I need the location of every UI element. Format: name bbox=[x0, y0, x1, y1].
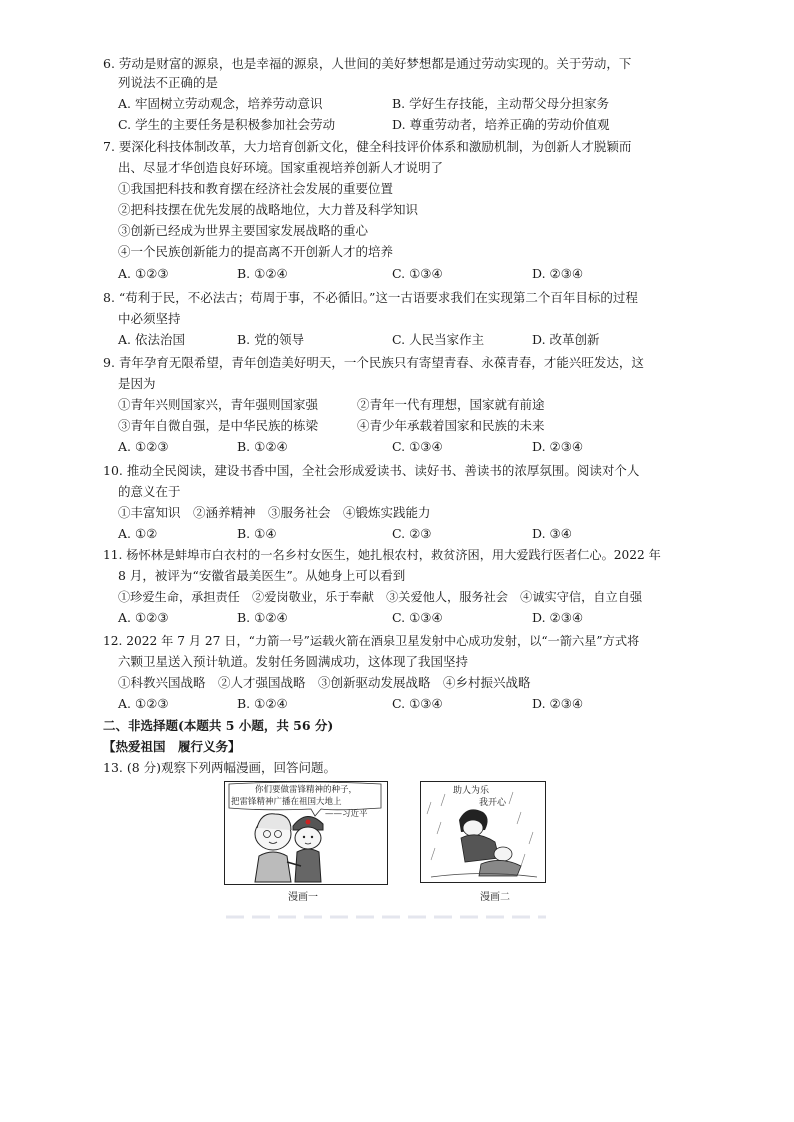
q12-option-b: B. ①②④ bbox=[237, 696, 288, 711]
q11-option-a: A. ①②③ bbox=[118, 610, 169, 625]
helper-figure bbox=[459, 809, 499, 862]
q8-option-a: A. 依法治国 bbox=[118, 332, 185, 347]
q7-statement-2: ②把科技摆在优先发展的战略地位，大力普及科学知识 bbox=[118, 202, 419, 217]
q6-stem-line2: 列说法不正确的是 bbox=[118, 75, 219, 90]
cartoon-1 bbox=[224, 781, 388, 885]
cartoon-1-bubble-line1: 你们要做雷锋精神的种子， bbox=[255, 785, 358, 795]
q8-stem-line1: 8. “苟利于民，不必法古；苟周于事，不必循旧。”这一古语要求我们在实现第二个百年目标的过程 bbox=[103, 290, 638, 305]
q8-option-b: B. 党的领导 bbox=[237, 332, 305, 347]
q9-statement-1: ①青年兴则国家兴，青年强则国家强 bbox=[118, 397, 319, 412]
q12-option-d: D. ②③④ bbox=[532, 696, 584, 711]
q13-stem: 13. (8 分)观察下列两幅漫画，回答问题。 bbox=[103, 760, 337, 775]
q7-option-a: A. ①②③ bbox=[118, 266, 169, 281]
q12-option-a: A. ①②③ bbox=[118, 696, 169, 711]
q6-option-c: C. 学生的主要任务是积极参加社会劳动 bbox=[118, 117, 336, 132]
cartoon-2-bubble-line1: 助人为乐 bbox=[453, 786, 490, 796]
q7-statement-4: ④一个民族创新能力的提高离不开创新人才的培养 bbox=[118, 244, 394, 259]
q12-option-c: C. ①③④ bbox=[392, 696, 443, 711]
q9-statement-3: ③青年自微自强，是中华民族的栋梁 bbox=[118, 418, 319, 433]
cartoon-2-illustration bbox=[421, 782, 545, 882]
q9-option-a: A. ①②③ bbox=[118, 439, 169, 454]
q10-option-b: B. ①④ bbox=[237, 526, 277, 541]
q9-option-b: B. ①②④ bbox=[237, 439, 288, 454]
q7-statement-3: ③创新已经成为世界主要国家发展战略的重心 bbox=[118, 223, 369, 238]
q10-items: ①丰富知识 ②涵养精神 ③服务社会 ④锻炼实践能力 bbox=[118, 505, 431, 520]
q9-statement-2: ②青年一代有理想，国家就有前途 bbox=[357, 397, 545, 412]
q11-stem-line1: 11. 杨怀林是蚌埠市白衣村的一名乡村女医生，她扎根农村，救贫济困，用大爱践行医者仁心。2022 年 bbox=[103, 548, 661, 562]
q7-stem-line2: 出、尽显才华创造良好环境。国家重视培养创新人才说明了 bbox=[118, 160, 444, 175]
q9-option-c: C. ①③④ bbox=[392, 439, 443, 454]
q6-option-b: B. 学好生存技能，主动帮父母分担家务 bbox=[392, 96, 610, 111]
q10-option-c: C. ②③ bbox=[392, 526, 432, 541]
q6-option-d: D. 尊重劳动者，培养正确的劳动价值观 bbox=[392, 117, 610, 132]
q8-option-d: D. 改革创新 bbox=[532, 332, 600, 347]
q12-items: ①科教兴国战略 ②人才强国战略 ③创新驱动发展战略 ④乡村振兴战略 bbox=[118, 675, 531, 690]
q8-stem-line2: 中必须坚持 bbox=[118, 311, 181, 326]
q6-stem-line1: 6. 劳动是财富的源泉，也是幸福的源泉，人世间的美好梦想都是通过劳动实现的。关于劳动，下 bbox=[103, 56, 632, 71]
cartoon-2 bbox=[420, 781, 546, 883]
cartoon-1-caption: 漫画一 bbox=[288, 892, 318, 903]
q7-option-d: D. ②③④ bbox=[532, 266, 584, 281]
q11-option-d: D. ②③④ bbox=[532, 610, 584, 625]
q11-option-b: B. ①②④ bbox=[237, 610, 288, 625]
q11-items: ①珍爱生命，承担责任 ②爱岗敬业，乐于奉献 ③关爱他人，服务社会 ④诚实守信，自立自强 bbox=[118, 590, 643, 604]
section-2-theme: 【热爱祖国 履行义务】 bbox=[103, 739, 241, 754]
cartoon-2-caption: 漫画二 bbox=[480, 892, 510, 903]
q11-option-c: C. ①③④ bbox=[392, 610, 443, 625]
q7-option-c: C. ①③④ bbox=[392, 266, 443, 281]
faint-scan-artifact bbox=[226, 912, 546, 922]
q11-stem-line2: 8 月，被评为“安徽省最美医生”。从她身上可以看到 bbox=[118, 568, 406, 583]
q10-option-d: D. ③④ bbox=[532, 526, 572, 541]
q9-stem-line1: 9. 青年孕育无限希望，青年创造美好明天，一个民族只有寄望青春、永葆青春，才能兴旺发达，这 bbox=[103, 355, 644, 370]
cartoon-2-bubble-line2: 我开心 bbox=[479, 798, 507, 808]
q7-option-b: B. ①②④ bbox=[237, 266, 288, 281]
q7-stem-line1: 7. 要深化科技体制改革，大力培育创新文化，健全科技评价体系和激励机制，为创新人才脱颖而 bbox=[103, 139, 632, 154]
q9-statement-4: ④青少年承载着国家和民族的未来 bbox=[357, 418, 545, 433]
q10-stem-line1: 10. 推动全民阅读，建设书香中国，全社会形成爱读书、读好书、善读书的浓厚氛围。阅读对个人 bbox=[103, 463, 640, 478]
q8-option-c: C. 人民当家作主 bbox=[392, 332, 485, 347]
q12-stem-line1: 12. 2022 年 7 月 27 日，“力箭一号”运载火箭在酒泉卫星发射中心成功发射，以“一箭六星”方式将 bbox=[103, 634, 640, 648]
lei-feng-figure bbox=[287, 816, 323, 882]
q12-stem-line2: 六颗卫星送入预计轨道。发射任务圆满成功，这体现了我国坚持 bbox=[118, 654, 469, 669]
cartoon-1-illustration bbox=[225, 782, 387, 884]
q7-statement-1: ①我国把科技和教育摆在经济社会发展的重要位置 bbox=[118, 181, 394, 196]
grandma-figure bbox=[255, 814, 291, 882]
speech-bubble-shape bbox=[229, 782, 381, 816]
cartoon-1-attribution: ——习近平 bbox=[325, 809, 368, 819]
q9-stem-line2: 是因为 bbox=[118, 376, 156, 391]
q9-option-d: D. ②③④ bbox=[532, 439, 584, 454]
section-2-title: 二、非选择题(本题共 5 小题，共 56 分) bbox=[103, 718, 334, 733]
q10-stem-line2: 的意义在于 bbox=[118, 484, 181, 499]
cartoon-1-bubble-line2: 把雷锋精神广播在祖国大地上 bbox=[231, 797, 342, 807]
q10-option-a: A. ①② bbox=[118, 526, 158, 541]
q6-option-a: A. 牢固树立劳动观念，培养劳动意识 bbox=[118, 96, 323, 111]
